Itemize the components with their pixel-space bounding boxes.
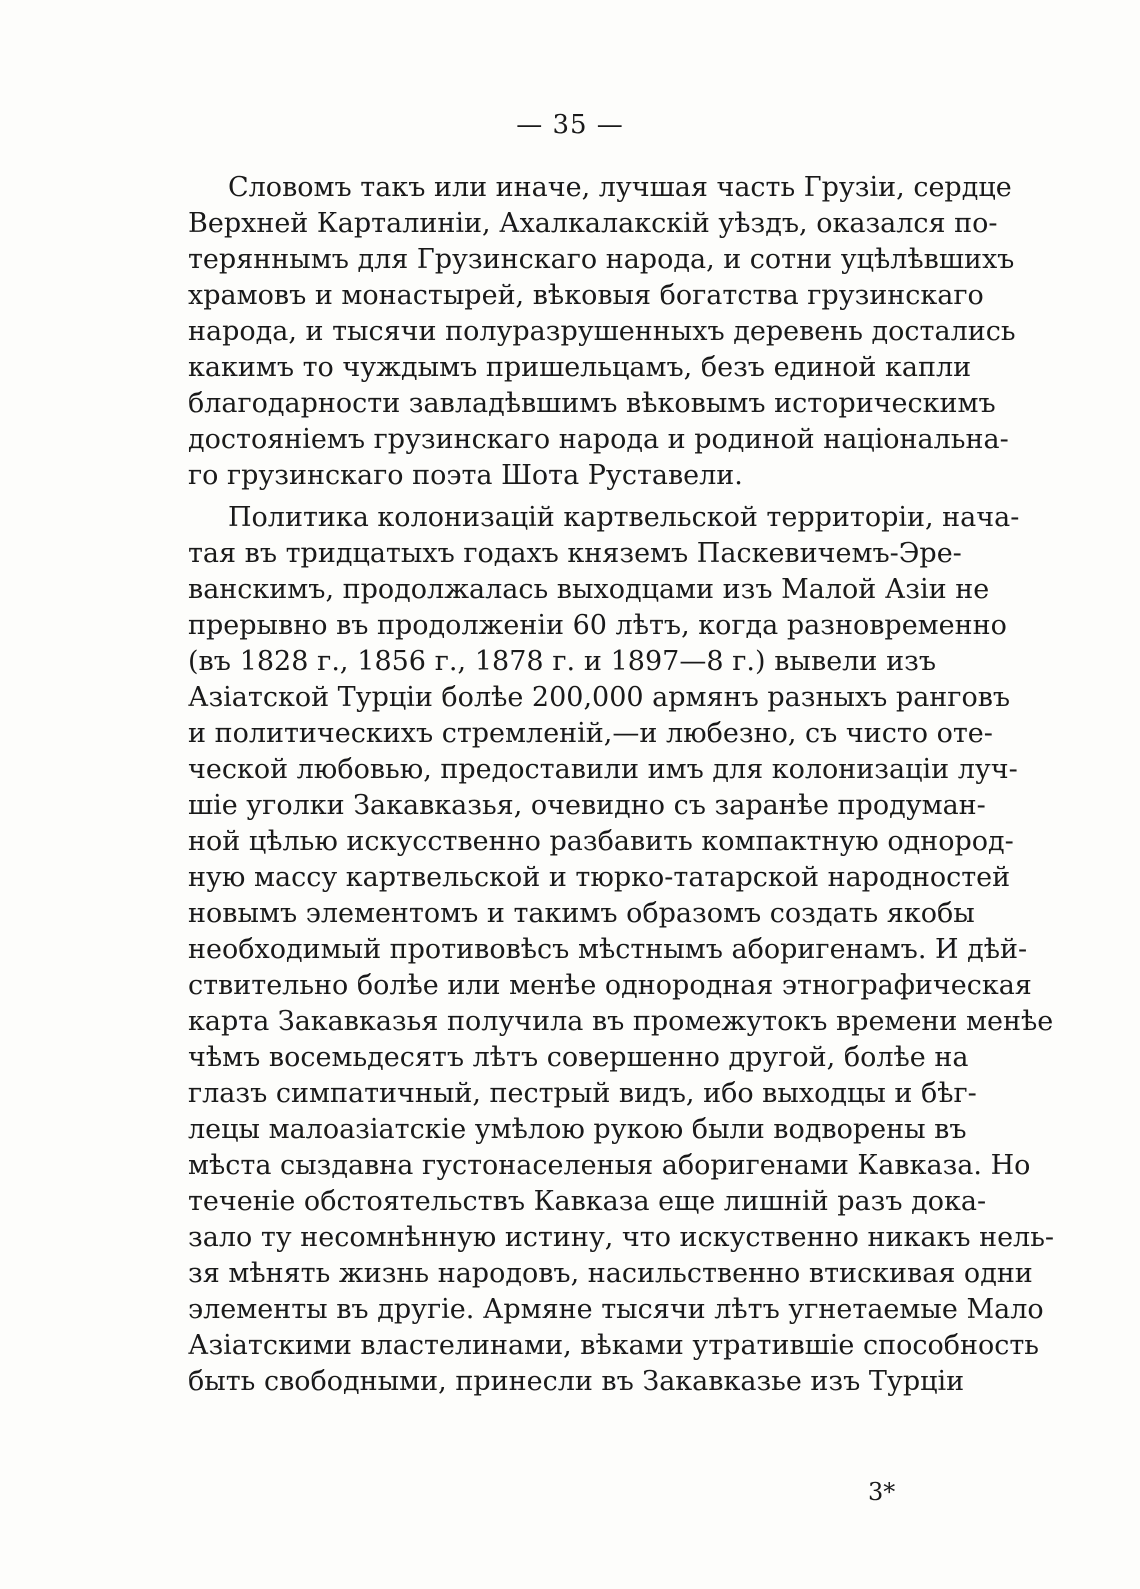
page-number: — 35 — <box>516 110 624 140</box>
text-line: благодарности завладѣвшимъ вѣковымъ историческимъ <box>188 388 996 419</box>
text-line: новымъ элементомъ и такимъ образомъ создать якобы <box>188 898 975 929</box>
text-line: Азіатскими властелинами, вѣками утратившіе способность <box>188 1330 1039 1361</box>
text-line: храмовъ и монастырей, вѣковыя богатства грузинскаго <box>188 280 984 311</box>
text-line: быть свободными, принесли въ Закавказье изъ Турціи <box>188 1366 965 1397</box>
text-line: прерывно въ продолженіи 60 лѣтъ, когда разновременно <box>188 610 1007 641</box>
text-line: Политика колонизацій картвельской территоріи, нача- <box>228 502 1020 533</box>
text-line: мѣста сыздавна густонаселеныя аборигенами Кавказа. Но <box>188 1150 1031 1181</box>
text-line: ванскимъ, продолжалась выходцами изъ Малой Азіи не <box>188 574 990 605</box>
text-line: теряннымъ для Грузинскаго народа, и сотни уцѣлѣвшихъ <box>188 244 1015 275</box>
text-line: какимъ то чуждымъ пришельцамъ, безъ единой капли <box>188 352 972 383</box>
text-line: и политическихъ стремленій,—и любезно, съ чисто оте- <box>188 718 993 749</box>
text-line: го грузинскаго поэта Шота Руставели. <box>188 460 743 491</box>
text-line: Словомъ такъ или иначе, лучшая часть Грузіи, сердце <box>228 172 1012 203</box>
text-line: ную массу картвельской и тюрко-татарской народностей <box>188 862 1011 893</box>
text-line: глазъ симпатичный, пестрый видъ, ибо выходцы и бѣг- <box>188 1078 977 1109</box>
text-line: Азіатской Турціи болѣе 200,000 армянъ разныхъ ранговъ <box>188 682 1011 713</box>
text-line: шіе уголки Закавказья, очевидно съ заранѣе продуман- <box>188 790 986 821</box>
text-line: необходимый противовѣсъ мѣстнымъ аборигенамъ. И дѣй- <box>188 934 1028 965</box>
text-line: тая въ тридцатыхъ годахъ княземъ Паскевичемъ-Эре- <box>188 538 962 569</box>
text-line: теченіе обстоятельствъ Кавказа еще лишній разъ дока- <box>188 1186 987 1217</box>
text-line: достояніемъ грузинскаго народа и родиной національна- <box>188 424 1009 455</box>
text-line: лецы малоазіатскіе умѣлою рукою были водворены въ <box>188 1114 967 1145</box>
text-line: карта Закавказья получила въ промежутокъ времени менѣе <box>188 1006 1054 1037</box>
text-line: зало ту несомнѣнную истину, что искуственно никакъ нель- <box>188 1222 1055 1253</box>
text-line: народа, и тысячи полуразрушенныхъ деревень достались <box>188 316 1016 347</box>
text-line: ной цѣлью искусственно разбавить компактную однород- <box>188 826 1014 857</box>
text-line: ческой любовью, предоставили имъ для колонизаціи луч- <box>188 754 1018 785</box>
text-line: зя мѣнять жизнь народовъ, насильственно втискивая одни <box>188 1258 1033 1289</box>
text-line: Верхней Карталиніи, Ахалкалакскій уѣздъ, оказался по- <box>188 208 998 239</box>
text-line: (въ 1828 г., 1856 г., 1878 г. и 1897—8 г.) вывели изъ <box>188 646 936 677</box>
printer-signature-mark: 3* <box>868 1478 896 1506</box>
text-line: чѣмъ восемьдесятъ лѣтъ совершенно другой, болѣе на <box>188 1042 969 1073</box>
text-line: элементы въ другіе. Армяне тысячи лѣтъ угнетаемые Мало <box>188 1294 1044 1325</box>
text-line: ствительно болѣе или менѣе однородная этнографическая <box>188 970 1032 1001</box>
